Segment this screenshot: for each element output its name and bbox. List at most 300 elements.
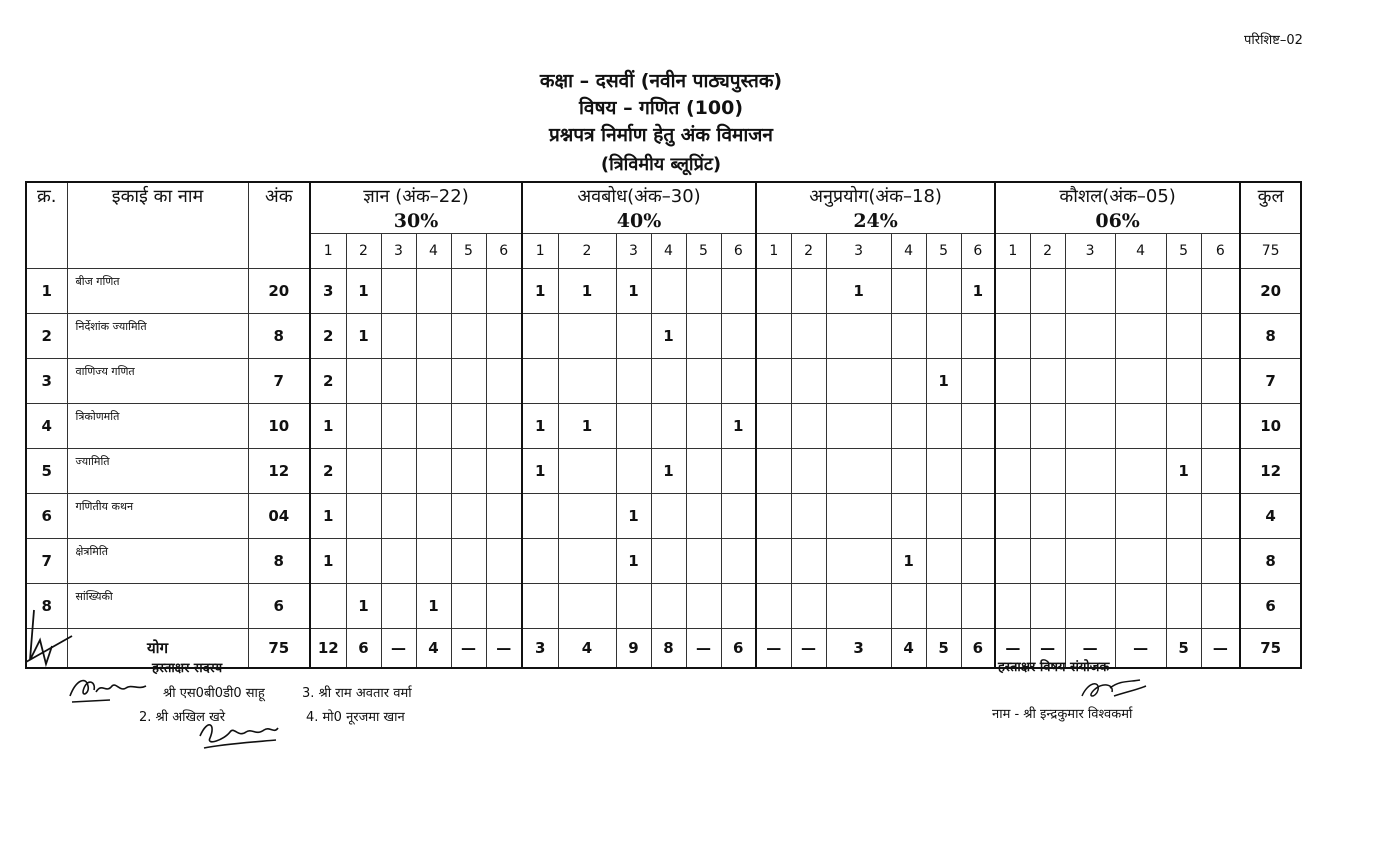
total-cell: —	[995, 629, 1030, 669]
row-cell	[926, 539, 961, 584]
row-cell	[451, 584, 486, 629]
subheader-question-3-4: 4	[891, 234, 926, 269]
row-cell: 1	[616, 539, 651, 584]
row-cell: 1	[558, 269, 616, 314]
row-unit-name: ज्यामिति	[67, 449, 248, 494]
row-cell	[451, 404, 486, 449]
row-cell	[1115, 314, 1166, 359]
row-cell: 1	[346, 269, 381, 314]
row-cell	[995, 404, 1030, 449]
total-cell: 4	[558, 629, 616, 669]
member-signature-1	[66, 672, 150, 706]
row-cell: 1	[416, 584, 451, 629]
row-cell	[756, 494, 791, 539]
row-cell	[1115, 539, 1166, 584]
row-cell	[416, 539, 451, 584]
subheader-question-1-2: 2	[346, 234, 381, 269]
row-cell	[1030, 449, 1065, 494]
total-cell: 4	[416, 629, 451, 669]
row-cell	[651, 584, 686, 629]
row-cell	[1166, 359, 1201, 404]
row-cell	[558, 359, 616, 404]
margin-mark	[22, 600, 82, 670]
total-cell: 6	[721, 629, 756, 669]
row-cell	[486, 404, 522, 449]
row-cell	[686, 404, 721, 449]
table-row	[26, 314, 1301, 359]
row-cell	[486, 359, 522, 404]
row-total: 4	[1240, 494, 1301, 539]
row-cell	[1115, 404, 1166, 449]
row-cell	[721, 584, 756, 629]
row-cell	[522, 359, 558, 404]
table-row	[26, 359, 1301, 404]
row-cell: 1	[310, 404, 346, 449]
row-cell	[1030, 314, 1065, 359]
total-cell: —	[451, 629, 486, 669]
total-cell: —	[486, 629, 522, 669]
row-unit-name: त्रिकोणमति	[67, 404, 248, 449]
row-cell	[1065, 269, 1115, 314]
row-cell	[310, 584, 346, 629]
row-cell	[1065, 404, 1115, 449]
row-cell	[651, 539, 686, 584]
row-cell	[826, 359, 891, 404]
total-cell: —	[1030, 629, 1065, 669]
row-total: 20	[1240, 269, 1301, 314]
member-1: श्री एस0बी0डी0 साहू	[163, 686, 265, 701]
row-cell	[1115, 584, 1166, 629]
row-cell	[651, 269, 686, 314]
row-serial: 3	[26, 359, 67, 404]
total-cell: —	[686, 629, 721, 669]
total-marks: 75	[248, 629, 310, 669]
row-cell	[558, 584, 616, 629]
row-cell	[686, 269, 721, 314]
row-total: 8	[1240, 539, 1301, 584]
row-serial: 5	[26, 449, 67, 494]
row-cell	[1115, 359, 1166, 404]
row-marks: 10	[248, 404, 310, 449]
row-cell	[756, 314, 791, 359]
row-cell	[558, 449, 616, 494]
row-cell: 1	[310, 539, 346, 584]
row-cell	[651, 494, 686, 539]
row-cell: 3	[310, 269, 346, 314]
group-label: ज्ञान (अंक–22)	[363, 186, 469, 207]
table-row	[26, 494, 1301, 539]
row-cell: 1	[721, 404, 756, 449]
row-total: 10	[1240, 404, 1301, 449]
row-unit-name: गणितीय कथन	[67, 494, 248, 539]
row-cell	[381, 539, 416, 584]
row-cell	[616, 404, 651, 449]
subheader-question-1-6: 6	[486, 234, 522, 269]
row-cell	[756, 539, 791, 584]
row-cell	[961, 584, 995, 629]
row-cell: 1	[826, 269, 891, 314]
row-cell	[1030, 584, 1065, 629]
row-cell	[791, 359, 826, 404]
subheader-question-2-6: 6	[721, 234, 756, 269]
row-unit-name: क्षेत्रमिति	[67, 539, 248, 584]
row-cell	[416, 404, 451, 449]
row-cell	[1065, 449, 1115, 494]
row-serial: 1	[26, 269, 67, 314]
subheader-question-2-3: 3	[616, 234, 651, 269]
subheader-question-4-2: 2	[1030, 234, 1065, 269]
row-cell	[891, 269, 926, 314]
total-cell: —	[1201, 629, 1240, 669]
row-cell: 2	[310, 314, 346, 359]
row-cell	[826, 449, 891, 494]
row-cell	[522, 494, 558, 539]
subheader-question-3-3: 3	[826, 234, 891, 269]
row-cell	[451, 449, 486, 494]
subheader-question-1-4: 4	[416, 234, 451, 269]
row-cell: 1	[522, 269, 558, 314]
row-cell	[961, 404, 995, 449]
row-cell	[926, 494, 961, 539]
table-row	[26, 269, 1301, 314]
row-cell	[486, 449, 522, 494]
row-cell	[686, 584, 721, 629]
row-cell	[686, 539, 721, 584]
row-cell	[1115, 494, 1166, 539]
title-subject: विषय – गणित (100)	[578, 97, 744, 119]
total-cell: 12	[310, 629, 346, 669]
row-cell	[756, 449, 791, 494]
row-cell	[756, 404, 791, 449]
row-cell	[1030, 359, 1065, 404]
row-cell	[1201, 539, 1240, 584]
subheader-question-3-2: 2	[791, 234, 826, 269]
header-group-knowledge	[310, 182, 522, 234]
row-marks: 6	[248, 584, 310, 629]
total-cell: 9	[616, 629, 651, 669]
subheader-question-2-1: 1	[522, 234, 558, 269]
total-cell: —	[1115, 629, 1166, 669]
row-cell	[616, 584, 651, 629]
row-cell: 1	[961, 269, 995, 314]
row-cell	[891, 449, 926, 494]
row-cell	[961, 314, 995, 359]
row-cell: 1	[522, 404, 558, 449]
row-cell	[651, 404, 686, 449]
row-cell	[1030, 404, 1065, 449]
title-class: कक्षा – दसवीं (नवीन पाठ्यपुस्तक)	[539, 70, 783, 92]
row-total: 7	[1240, 359, 1301, 404]
row-cell	[451, 314, 486, 359]
row-cell	[416, 494, 451, 539]
subheader-question-3-6: 6	[961, 234, 995, 269]
table-row	[26, 404, 1301, 449]
row-cell	[995, 269, 1030, 314]
row-cell: 1	[522, 449, 558, 494]
subheader-question-3-5: 5	[926, 234, 961, 269]
group-label: अवबोध(अंक–30)	[577, 186, 701, 207]
row-cell	[381, 494, 416, 539]
subheader-question-1-3: 3	[381, 234, 416, 269]
row-cell	[721, 359, 756, 404]
row-unit-name: निर्देशांक ज्यामिति	[67, 314, 248, 359]
row-cell	[1201, 269, 1240, 314]
row-cell	[891, 584, 926, 629]
row-cell	[558, 494, 616, 539]
row-total: 6	[1240, 584, 1301, 629]
row-cell	[891, 494, 926, 539]
row-cell	[961, 539, 995, 584]
coordinator-name: नाम - श्री इन्द्रकुमार विश्वकर्मा	[992, 707, 1133, 722]
blueprint-table	[25, 181, 1302, 669]
total-cell: 6	[961, 629, 995, 669]
row-cell	[346, 359, 381, 404]
row-cell	[1166, 269, 1201, 314]
subheader-question-4-5: 5	[1166, 234, 1201, 269]
subheader-question-2-4: 4	[651, 234, 686, 269]
row-cell	[961, 359, 995, 404]
row-total: 12	[1240, 449, 1301, 494]
member-signature-2	[194, 714, 284, 754]
row-cell	[381, 584, 416, 629]
member-4: 4. मो0 नूरजमा खान	[306, 710, 405, 725]
row-cell	[891, 359, 926, 404]
row-cell	[686, 359, 721, 404]
group-label: कौशल(अंक–05)	[1059, 186, 1176, 207]
total-cell: 3	[522, 629, 558, 669]
row-cell	[791, 404, 826, 449]
row-cell	[1166, 539, 1201, 584]
row-cell	[616, 314, 651, 359]
group-percent: 30%	[393, 210, 439, 232]
row-marks: 04	[248, 494, 310, 539]
row-cell	[826, 539, 891, 584]
row-cell	[995, 314, 1030, 359]
row-cell	[416, 269, 451, 314]
row-cell	[1201, 494, 1240, 539]
header-marks: अंक	[248, 182, 310, 269]
row-cell	[721, 269, 756, 314]
row-cell	[686, 494, 721, 539]
subheader-question-4-6: 6	[1201, 234, 1240, 269]
total-cell: 5	[1166, 629, 1201, 669]
row-cell	[1166, 584, 1201, 629]
row-cell	[381, 404, 416, 449]
row-cell	[756, 359, 791, 404]
group-percent: 24%	[853, 210, 898, 232]
row-cell	[381, 269, 416, 314]
row-cell	[826, 584, 891, 629]
coordinator-title: हस्ताक्षर विषय संयोजक	[998, 660, 1110, 675]
row-cell	[995, 539, 1030, 584]
row-cell	[416, 314, 451, 359]
row-cell: 1	[926, 359, 961, 404]
row-serial: 4	[26, 404, 67, 449]
total-cell: —	[381, 629, 416, 669]
row-marks: 20	[248, 269, 310, 314]
total-cell: 5	[926, 629, 961, 669]
row-cell	[995, 359, 1030, 404]
row-marks: 12	[248, 449, 310, 494]
total-cell: —	[791, 629, 826, 669]
row-cell: 1	[616, 494, 651, 539]
row-cell	[1201, 314, 1240, 359]
row-cell: 2	[310, 359, 346, 404]
coordinator-signature	[1074, 674, 1150, 704]
header-group-skill	[995, 182, 1240, 234]
row-cell	[756, 584, 791, 629]
total-cell: 6	[346, 629, 381, 669]
row-cell	[891, 314, 926, 359]
row-cell	[486, 269, 522, 314]
row-cell	[451, 359, 486, 404]
row-cell	[616, 359, 651, 404]
row-cell	[926, 404, 961, 449]
header-group-application	[756, 182, 995, 234]
row-cell	[926, 314, 961, 359]
row-cell	[686, 449, 721, 494]
row-cell	[721, 314, 756, 359]
subheader-question-2-2: 2	[558, 234, 616, 269]
row-cell	[926, 449, 961, 494]
row-cell: 1	[651, 314, 686, 359]
table-row	[26, 539, 1301, 584]
row-cell	[651, 359, 686, 404]
title-distribution: प्रश्नपत्र निर्माण हेतु अंक विमाजन	[549, 124, 773, 146]
table-body	[26, 269, 1301, 669]
row-cell	[791, 449, 826, 494]
row-marks: 8	[248, 539, 310, 584]
row-cell	[1065, 359, 1115, 404]
row-unit-name: सांख्यिकी	[67, 584, 248, 629]
subheader-question-1-5: 5	[451, 234, 486, 269]
row-cell: 1	[1166, 449, 1201, 494]
group-label: अनुप्रयोग(अंक–18)	[809, 186, 942, 207]
row-cell	[686, 314, 721, 359]
total-cell: 3	[826, 629, 891, 669]
row-cell	[1030, 539, 1065, 584]
header-unit-name: इकाई का नाम	[67, 182, 248, 269]
row-cell	[1065, 494, 1115, 539]
row-cell: 1	[651, 449, 686, 494]
row-marks: 8	[248, 314, 310, 359]
subheader-question-4-4: 4	[1115, 234, 1166, 269]
row-serial: 7	[26, 539, 67, 584]
group-percent: 40%	[616, 210, 662, 232]
row-cell: 1	[891, 539, 926, 584]
row-cell	[416, 449, 451, 494]
row-cell	[926, 584, 961, 629]
row-cell: 1	[310, 494, 346, 539]
row-cell	[961, 449, 995, 494]
row-cell	[995, 584, 1030, 629]
row-cell	[995, 494, 1030, 539]
group-percent: 06%	[1095, 210, 1140, 232]
row-cell	[721, 539, 756, 584]
row-cell	[1166, 494, 1201, 539]
row-cell	[826, 404, 891, 449]
row-cell	[346, 449, 381, 494]
row-cell	[346, 494, 381, 539]
row-cell	[1201, 449, 1240, 494]
row-cell: 2	[310, 449, 346, 494]
total-cell: 4	[891, 629, 926, 669]
row-cell	[486, 539, 522, 584]
row-cell	[522, 314, 558, 359]
row-cell	[451, 494, 486, 539]
title-blueprint: (त्रिविमीय ब्लूप्रिंट)	[600, 154, 722, 175]
row-cell	[1201, 404, 1240, 449]
row-cell	[522, 584, 558, 629]
row-cell	[756, 269, 791, 314]
grand-total: 75	[1240, 629, 1301, 669]
row-cell	[1065, 314, 1115, 359]
row-cell	[826, 494, 891, 539]
member-3: 3. श्री राम अवतार वर्मा	[302, 686, 412, 701]
row-cell	[381, 449, 416, 494]
header-serial: क्र.	[26, 182, 67, 269]
row-cell: 1	[616, 269, 651, 314]
row-cell	[791, 584, 826, 629]
row-cell	[1065, 539, 1115, 584]
row-cell	[1030, 494, 1065, 539]
row-cell	[522, 539, 558, 584]
row-cell	[721, 494, 756, 539]
row-cell	[616, 449, 651, 494]
row-cell	[1065, 584, 1115, 629]
row-cell	[791, 269, 826, 314]
row-unit-name: बीज गणित	[67, 269, 248, 314]
row-serial: 2	[26, 314, 67, 359]
row-cell	[381, 359, 416, 404]
row-cell	[1115, 269, 1166, 314]
row-cell	[1201, 584, 1240, 629]
row-cell	[346, 404, 381, 449]
row-cell	[1201, 359, 1240, 404]
row-cell	[451, 539, 486, 584]
row-cell: 1	[346, 584, 381, 629]
row-cell	[926, 269, 961, 314]
table-row	[26, 584, 1301, 629]
row-cell	[416, 359, 451, 404]
row-cell	[486, 584, 522, 629]
members-title: हस्ताक्षर सदस्य	[152, 661, 223, 676]
row-serial: 6	[26, 494, 67, 539]
row-cell	[451, 269, 486, 314]
row-cell	[721, 449, 756, 494]
row-cell: 1	[558, 404, 616, 449]
row-cell	[486, 314, 522, 359]
row-unit-name: वाणिज्य गणित	[67, 359, 248, 404]
row-cell	[558, 314, 616, 359]
row-cell	[791, 494, 826, 539]
subheader-question-3-1: 1	[756, 234, 791, 269]
row-total: 8	[1240, 314, 1301, 359]
header-group-understanding	[522, 182, 756, 234]
row-cell: 1	[346, 314, 381, 359]
subheader-question-1-1: 1	[310, 234, 346, 269]
row-cell	[1030, 269, 1065, 314]
row-cell	[1115, 449, 1166, 494]
member-2: 2. श्री अखिल खरे	[139, 710, 226, 725]
total-cell: —	[756, 629, 791, 669]
row-cell	[791, 539, 826, 584]
table-row	[26, 449, 1301, 494]
header-total: कुल	[1240, 182, 1301, 234]
row-cell	[891, 404, 926, 449]
subheader-question-2-5: 5	[686, 234, 721, 269]
row-cell	[558, 539, 616, 584]
